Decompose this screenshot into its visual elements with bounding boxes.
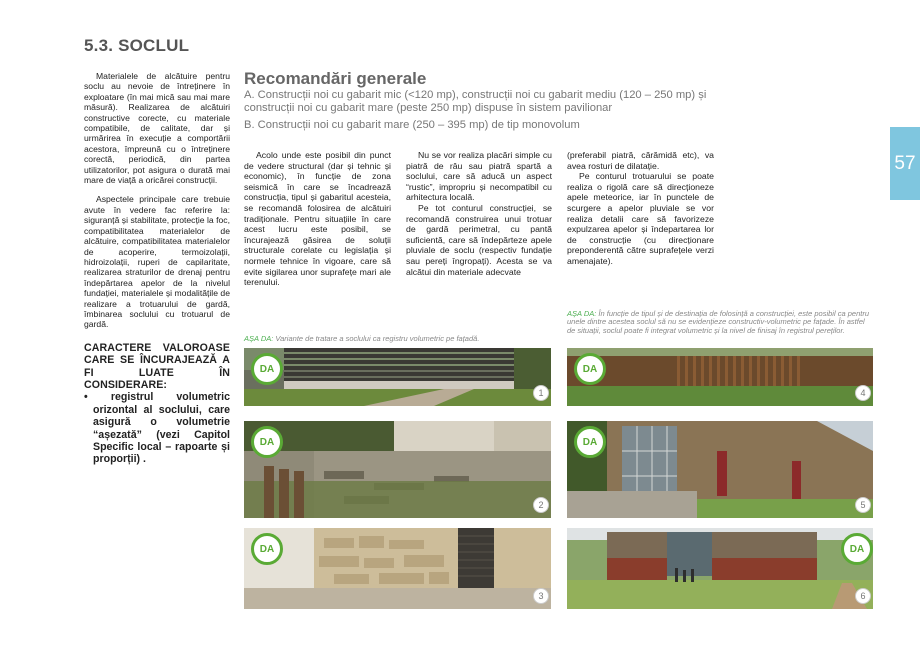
caption-right [567, 310, 873, 335]
photo-number: 3 [533, 588, 549, 604]
photo-2-image [244, 421, 551, 518]
photo-number: 4 [855, 385, 871, 401]
photo-number: 5 [855, 497, 871, 513]
photo-number: 1 [533, 385, 549, 401]
photo-5-image [567, 421, 873, 518]
caption-label: AȘA DA: [567, 309, 597, 318]
photo-1 [244, 348, 551, 406]
valuable-features-item: • registrul volumetric orizontal al soclului, care asigură o volumetrie “așezată” (vezi Capitol Specific local – rapoarte și proporții) . [84, 391, 230, 466]
photo-number: 6 [855, 588, 871, 604]
intro-column [84, 71, 230, 466]
body-paragraph: (preferabil piatră, cărămidă etc), va avea rosturi de dilatație. [567, 150, 714, 171]
approved-badge: DA [251, 353, 283, 385]
valuable-features-heading: CARACTERE VALOROASE CARE SE ÎNCURAJEAZĂ A FI LUATE ÎN CONSIDERARE: [84, 341, 230, 391]
caption-left [244, 335, 549, 343]
photo-6-image [567, 528, 873, 609]
photo-number: 2 [533, 497, 549, 513]
body-paragraph: Pe tot conturul construcției, se recomandă construirea unui trotuar de gardă perimetral, cu pantă suficientă, care să îndepărteze apele pluviale de soclu (respectiv fundație sau pereți îngropați). Acesta se va alcătui din materiale adecvate [406, 202, 552, 277]
caption-label: AȘA DA: [244, 334, 274, 343]
intro-paragraph-1: Materialele de alcătuire pentru soclu au nevoie de întreținere în exploatare (în mai mică sau mai mare măsură). Realizarea de alcătuiri constructive corecte, cu materiale compatibile, de calitate, dar și urmărirea în execuție a comportării acestora, împreună cu o întreținere corectă, periodică, din partea utilizatorilor, pot asigura o durată mai mare de viață a oricărei construcții. [84, 71, 230, 186]
photo-4 [567, 348, 873, 406]
recommendations-categories [244, 89, 722, 137]
intro-paragraph-2: Aspectele principale care trebuie avute în vedere fac referire la: siguranță și stabilitate, protecție la foc, compatibilitatea materialelor de alcătuire, compatibilitatea materialelor de acoperire, termoizolații, hidroizolații, ruperi de capilaritate, realizarea straturilor de drenaj pentru îndepărtarea apelor de la nivelul fundației, materialele și modalitățile de realizare a trotuarului de gardă, îmbinarea soclului cu trotuarul de gardă. [84, 194, 230, 330]
photo-4-image [567, 348, 873, 406]
photo-1-image [244, 348, 551, 406]
photo-3-image [244, 528, 551, 609]
caption-text: În funcție de tipul și de destinația de folosință a construcției, este posibil ca pentru unele dintre acestea soclul să nu se evidențieze constructiv-volumetric pe fațade. În astfel de situații, soclul poate fi integrat volumetric și la nivel de finisaj în registrul pereților. [567, 309, 869, 335]
category-a: A. Construcții noi cu gabarit mic (<120 mp), construcții noi cu gabarit mediu (120 – 250 mp) și construcții noi cu gabarit mare (peste 250 mp) dispuse în sistem pavilionar [244, 89, 707, 115]
photo-2 [244, 421, 551, 518]
approved-badge: DA [574, 426, 606, 458]
approved-badge: DA [574, 353, 606, 385]
approved-badge: DA [841, 533, 873, 565]
photo-5 [567, 421, 873, 518]
caption-text: Variante de tratare a soclului ca registru volumetric pe fațadă. [273, 334, 480, 343]
body-column-1 [244, 150, 391, 288]
body-column-3 [567, 150, 714, 267]
body-column-2 [406, 150, 552, 277]
page-number-tab: 57 [890, 127, 920, 200]
photo-6 [567, 528, 873, 609]
recommendations-title: Recomandări generale [244, 69, 427, 88]
photo-3 [244, 528, 551, 609]
approved-badge: DA [251, 426, 283, 458]
category-b: B. Construcții noi cu gabarit mare (250 – 395 mp) de tip monovolum [244, 119, 580, 132]
body-paragraph: Pe conturul trotuarului se poate realiza o rigolă care să direcționeze apele meteorice, iar în punctele de scurgere a apelor pluviale se vor realiza detalii care să favorizeze expulzarea apelor și îndepartarea lor de construcție (cu direcționare preponderentă către suprafețele verzi amenajate). [567, 171, 714, 266]
body-paragraph: Acolo unde este posibil din punct de vedere structural (dar și tehnic și economic), în funcție de zona seismică în care se încadrează construcția, tipul și gabaritul acesteia, se recomandă folosirea de alcătuiri tradiționale. Pentru situațiile în care acest lucru este posibil, se încurajează găsirea de soluții structurale corelate cu legislația și normele tehnice în vigoare, care să evite sigilarea unor suprafețe mari ale terenului. [244, 150, 391, 288]
body-paragraph: Nu se vor realiza placări simple cu piatră de râu sau piatră spartă a soclului, care să aducă un aspect “rustic”, impropriu și necompatibil cu arhitectura locală. [406, 150, 552, 203]
approved-badge: DA [251, 533, 283, 565]
section-title: 5.3. SOCLUL [84, 36, 190, 55]
valuable-features-list [84, 391, 230, 465]
